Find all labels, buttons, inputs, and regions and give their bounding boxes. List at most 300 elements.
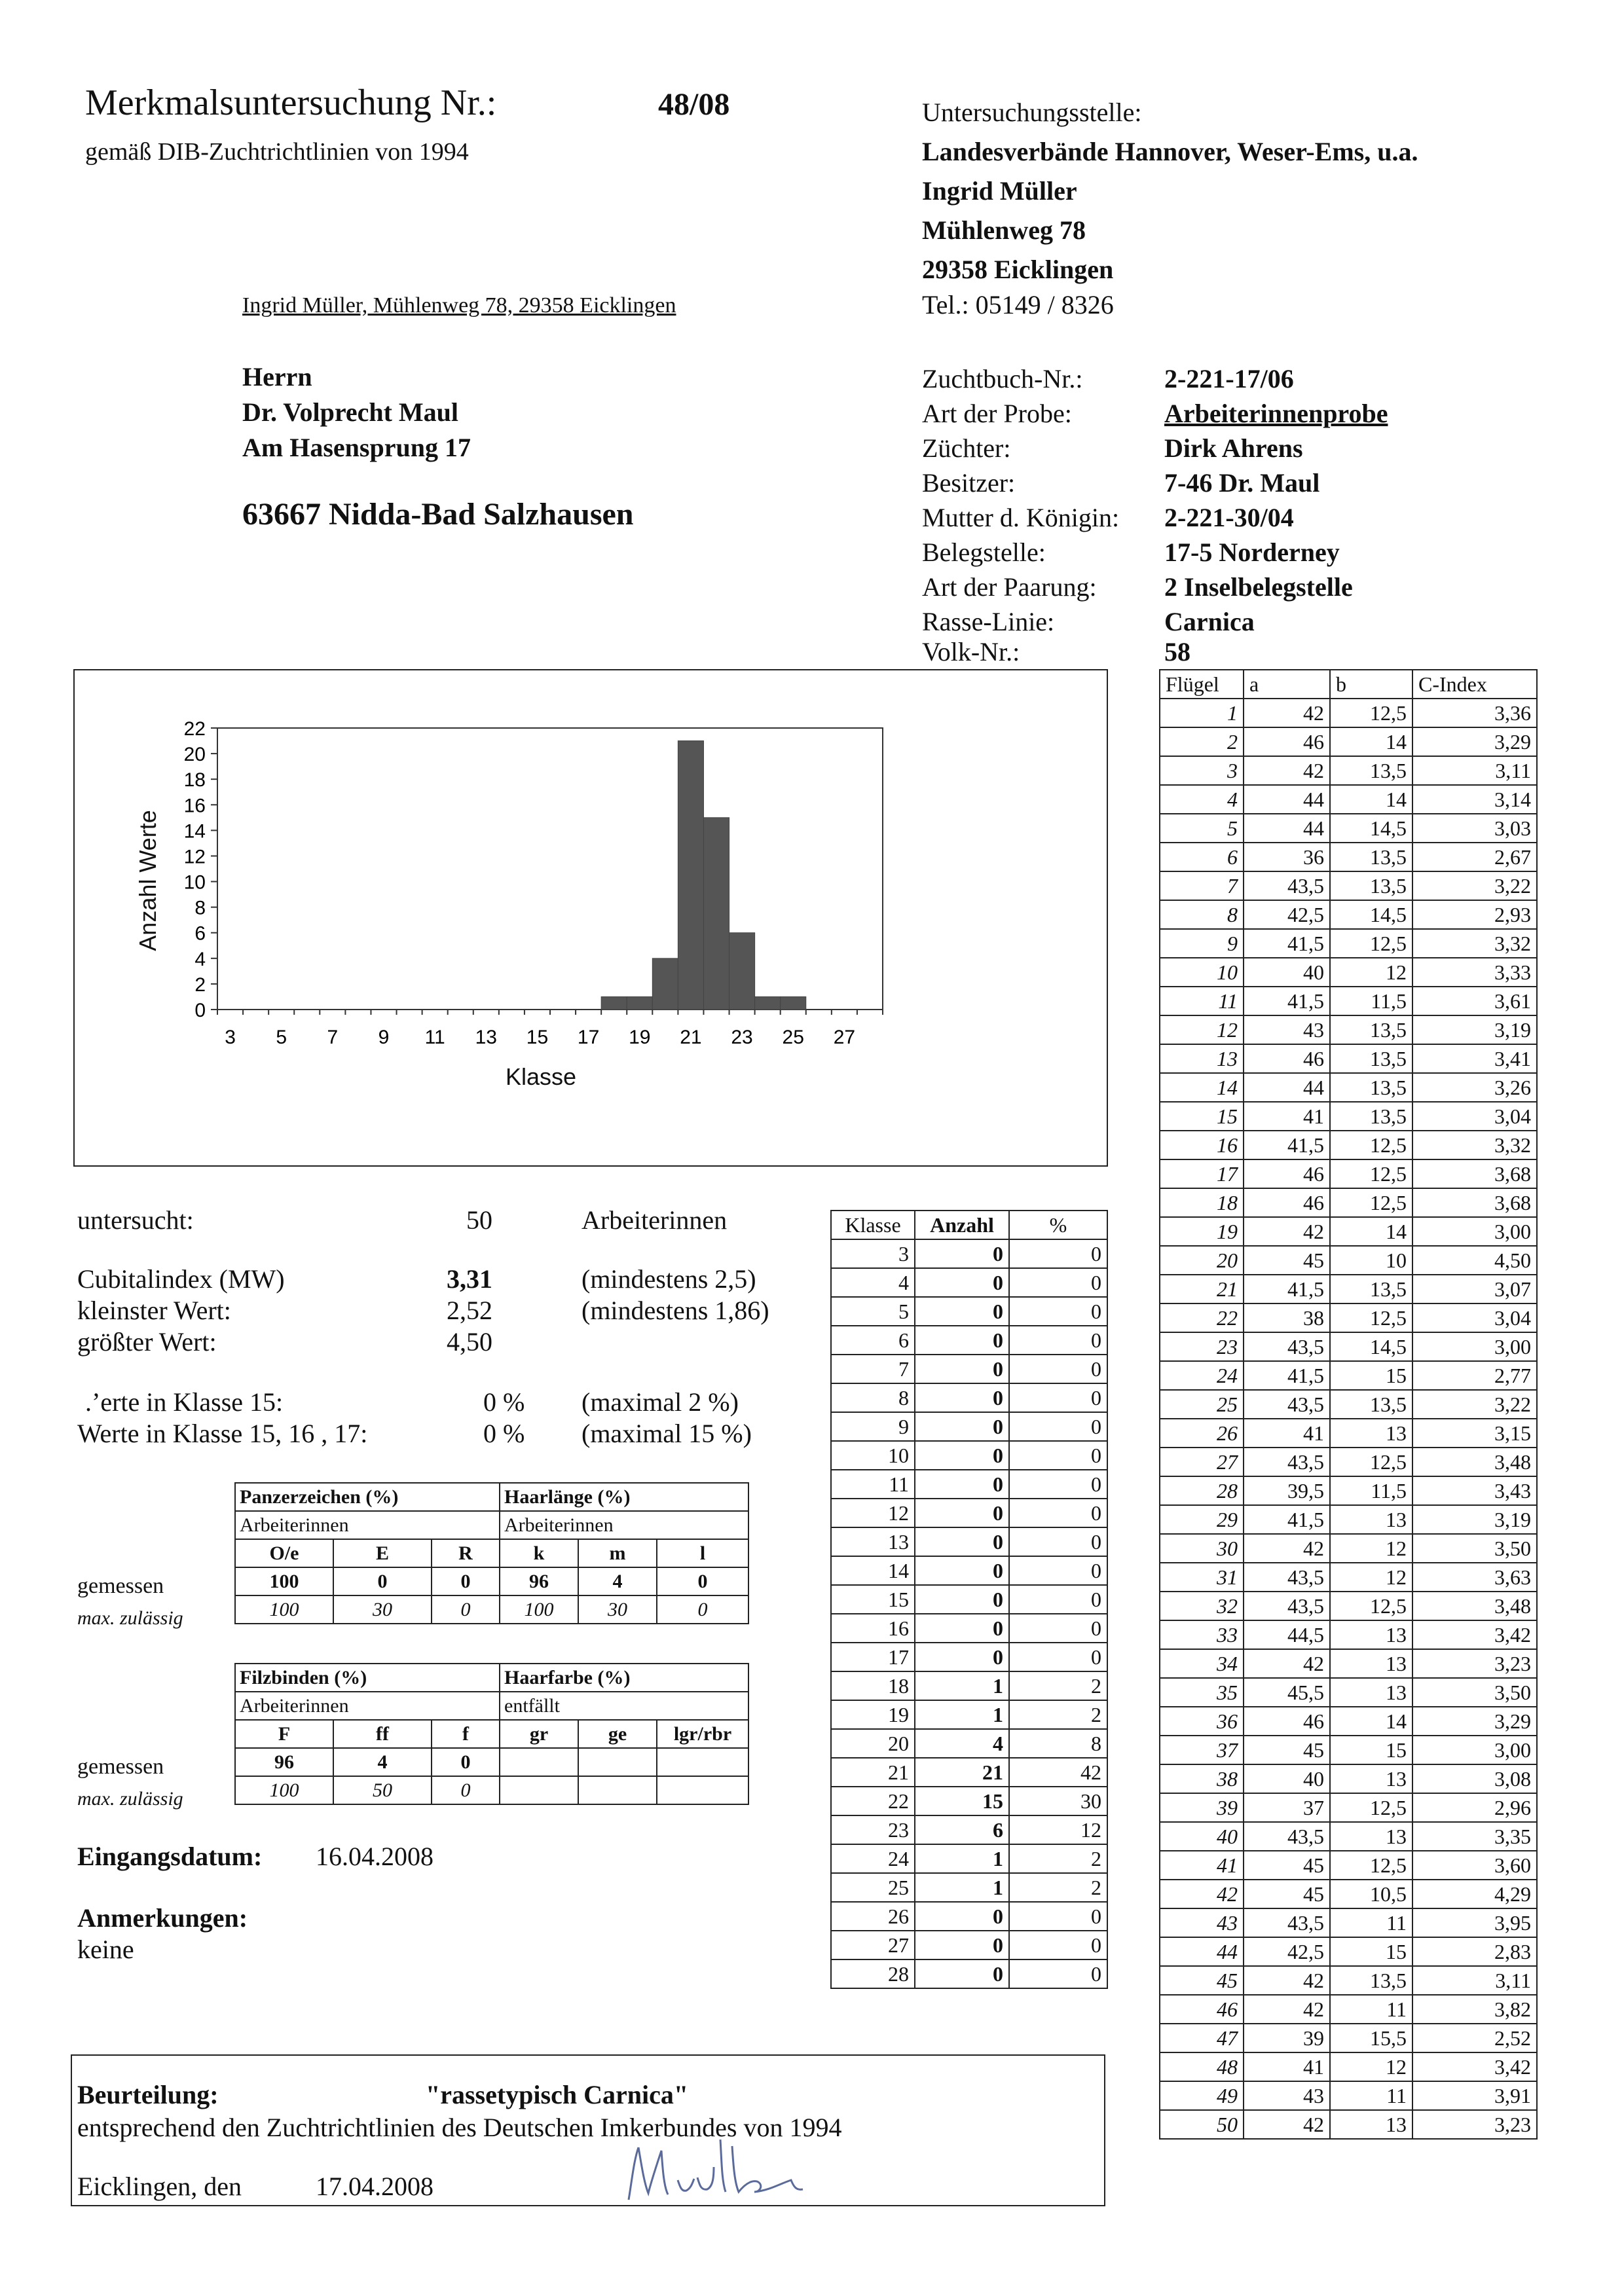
table-cell: 0 bbox=[1009, 1239, 1107, 1268]
table-cell: 3,95 bbox=[1412, 1908, 1537, 1937]
table-cell: 3,36 bbox=[1412, 699, 1537, 727]
table-cell: 0 bbox=[915, 1355, 1009, 1383]
table-row bbox=[1160, 1275, 1537, 1303]
table-cell: 2,77 bbox=[1412, 1361, 1537, 1390]
bar bbox=[678, 741, 703, 1010]
table-row bbox=[831, 1873, 1107, 1902]
col-header: Anzahl bbox=[915, 1211, 1009, 1239]
info-value: 2-221-30/04 bbox=[1164, 503, 1294, 532]
table-cell: 0 bbox=[915, 1643, 1009, 1671]
table-row bbox=[831, 1412, 1107, 1441]
recipient-name: Dr. Volprecht Maul bbox=[242, 397, 459, 427]
table-cell: 13 bbox=[1330, 1419, 1412, 1448]
table-cell: 6 bbox=[1160, 843, 1244, 871]
table-cell: 42 bbox=[1244, 1534, 1330, 1563]
table-cell: 0 bbox=[915, 1383, 1009, 1412]
table-row bbox=[1160, 1534, 1537, 1563]
table-cell: 3,11 bbox=[1412, 756, 1537, 785]
x-tick-label: 5 bbox=[276, 1027, 287, 1048]
table-cell: 0 bbox=[915, 1441, 1009, 1470]
table-cell: 18 bbox=[1160, 1188, 1244, 1217]
table-cell: 42 bbox=[1244, 699, 1330, 727]
table-row bbox=[1160, 1592, 1537, 1620]
table-row bbox=[831, 1700, 1107, 1729]
class15-value: 0 % bbox=[483, 1387, 525, 1417]
table-row bbox=[1160, 1505, 1537, 1534]
table-row bbox=[1160, 1131, 1537, 1159]
info-label: Volk-Nr.: bbox=[922, 637, 1020, 666]
table-cell: 13 bbox=[831, 1527, 915, 1556]
col-header: ff bbox=[333, 1720, 432, 1748]
info-label: Zuchtbuch-Nr.: bbox=[922, 364, 1083, 393]
table-cell: 3,32 bbox=[1412, 1131, 1537, 1159]
table-cell: 34 bbox=[1160, 1649, 1244, 1678]
class-table bbox=[830, 1210, 1108, 1989]
table-cell: 39,5 bbox=[1244, 1476, 1330, 1505]
table-cell: 3,07 bbox=[1412, 1275, 1537, 1303]
table-cell: 3,61 bbox=[1412, 987, 1537, 1015]
table-cell: 4 bbox=[1160, 785, 1244, 814]
cell bbox=[500, 1776, 578, 1804]
col-header: b bbox=[1330, 670, 1412, 699]
table-row bbox=[1160, 1736, 1537, 1764]
table-row bbox=[1160, 1649, 1537, 1678]
table-cell: 13,5 bbox=[1330, 843, 1412, 871]
cell: 96 bbox=[500, 1567, 578, 1595]
table-cell: 4,50 bbox=[1412, 1246, 1537, 1275]
y-tick-label: 20 bbox=[183, 744, 206, 766]
table-cell: 41,5 bbox=[1244, 987, 1330, 1015]
class1517-note: (maximal 15 %) bbox=[581, 1419, 752, 1448]
table-cell: 13,5 bbox=[1330, 756, 1412, 785]
station-label: Untersuchungsstelle: bbox=[922, 98, 1142, 127]
table-cell: 3,23 bbox=[1412, 2110, 1537, 2139]
table-row bbox=[1160, 1217, 1537, 1246]
table-row bbox=[831, 1787, 1107, 1815]
table-row bbox=[831, 1470, 1107, 1499]
table-cell: 24 bbox=[1160, 1361, 1244, 1390]
table-row bbox=[1160, 2081, 1537, 2110]
table-cell: 2 bbox=[1160, 727, 1244, 756]
table-cell: 3,43 bbox=[1412, 1476, 1537, 1505]
info-label: Art der Paarung: bbox=[922, 572, 1097, 602]
y-tick-label: 0 bbox=[194, 1000, 206, 1021]
col-header: C-Index bbox=[1412, 670, 1537, 699]
table-cell: 41 bbox=[1160, 1851, 1244, 1880]
col-header: gr bbox=[500, 1720, 578, 1748]
table-row bbox=[1160, 1246, 1537, 1275]
table-cell: 0 bbox=[915, 1470, 1009, 1499]
table-row bbox=[1160, 1563, 1537, 1592]
table-row bbox=[1160, 1966, 1537, 1995]
table-cell: 42 bbox=[1244, 2110, 1330, 2139]
x-tick-label: 3 bbox=[225, 1027, 236, 1048]
info-value: Carnica bbox=[1164, 607, 1255, 636]
x-tick-label: 19 bbox=[629, 1027, 651, 1048]
table-row bbox=[1160, 1793, 1537, 1822]
table-cell: 3 bbox=[831, 1239, 915, 1268]
table-cell: 0 bbox=[1009, 1470, 1107, 1499]
x-tick-label: 23 bbox=[731, 1027, 753, 1048]
table-cell: 0 bbox=[1009, 1412, 1107, 1441]
bar bbox=[627, 996, 652, 1010]
table-row bbox=[1160, 1188, 1537, 1217]
table-cell: 27 bbox=[1160, 1448, 1244, 1476]
table-cell: 12,5 bbox=[1330, 1303, 1412, 1332]
table-cell: 9 bbox=[1160, 929, 1244, 958]
bar bbox=[703, 818, 729, 1010]
table-cell: 0 bbox=[1009, 1441, 1107, 1470]
cell bbox=[578, 1748, 657, 1776]
y-tick-label: 22 bbox=[183, 718, 206, 740]
y-tick-label: 14 bbox=[183, 820, 206, 843]
table-cell: 0 bbox=[1009, 1959, 1107, 1988]
x-tick-label: 7 bbox=[327, 1027, 339, 1048]
verdict-date: 17.04.2008 bbox=[316, 2172, 434, 2201]
table-cell: 0 bbox=[1009, 1614, 1107, 1643]
table-cell: 11 bbox=[1330, 1995, 1412, 2024]
table-row bbox=[1160, 1073, 1537, 1102]
wing-table bbox=[1159, 669, 1538, 2140]
x-tick-label: 11 bbox=[424, 1027, 445, 1048]
table-cell: 3,04 bbox=[1412, 1102, 1537, 1131]
table-cell: 13,5 bbox=[1330, 1390, 1412, 1419]
table-cell: 44 bbox=[1160, 1937, 1244, 1966]
table-cell: 36 bbox=[1160, 1707, 1244, 1736]
table-cell: 43 bbox=[1244, 1015, 1330, 1044]
table-cell: 41,5 bbox=[1244, 1505, 1330, 1534]
table-cell: 24 bbox=[831, 1844, 915, 1873]
table-cell: 3,60 bbox=[1412, 1851, 1537, 1880]
table-cell: 13 bbox=[1330, 1822, 1412, 1851]
table-row bbox=[831, 1527, 1107, 1556]
table-cell: 41 bbox=[1244, 1419, 1330, 1448]
table-row bbox=[1160, 1764, 1537, 1793]
table-cell: 11 bbox=[1330, 1908, 1412, 1937]
table-cell: 2,93 bbox=[1412, 900, 1537, 929]
table-cell: 3,19 bbox=[1412, 1505, 1537, 1534]
table-cell: 8 bbox=[1160, 900, 1244, 929]
table-cell: 44 bbox=[1244, 814, 1330, 843]
table-cell: 0 bbox=[1009, 1931, 1107, 1959]
col-header: Flügel bbox=[1160, 670, 1244, 699]
table-cell: 13 bbox=[1330, 1505, 1412, 1534]
table-cell: 13 bbox=[1160, 1044, 1244, 1073]
table-cell: 2,83 bbox=[1412, 1937, 1537, 1966]
table-cell: 0 bbox=[915, 1585, 1009, 1614]
table-cell: 13,5 bbox=[1330, 1966, 1412, 1995]
table-cell: 21 bbox=[1160, 1275, 1244, 1303]
table-cell: 39 bbox=[1244, 2024, 1330, 2052]
panzer-title: Panzerzeichen (%) bbox=[235, 1483, 500, 1511]
table-row bbox=[831, 1383, 1107, 1412]
cell: 100 bbox=[500, 1595, 578, 1624]
table-cell: 26 bbox=[1160, 1419, 1244, 1448]
table-cell: 41,5 bbox=[1244, 929, 1330, 958]
table-cell: 13 bbox=[1330, 1620, 1412, 1649]
table-cell: 3,48 bbox=[1412, 1448, 1537, 1476]
filz-title: Filzbinden (%) bbox=[235, 1664, 500, 1692]
table-cell: 13,5 bbox=[1330, 1044, 1412, 1073]
table-cell: 42,5 bbox=[1244, 900, 1330, 929]
table-cell: 14 bbox=[1330, 785, 1412, 814]
info-value: 2-221-17/06 bbox=[1164, 364, 1294, 393]
table-cell: 3,48 bbox=[1412, 1592, 1537, 1620]
table-cell: 2 bbox=[1009, 1700, 1107, 1729]
table-cell: 14 bbox=[1330, 727, 1412, 756]
table-cell: 1 bbox=[915, 1671, 1009, 1700]
table-row bbox=[831, 1931, 1107, 1959]
panzer-sub: Arbeiterinnen bbox=[235, 1511, 500, 1539]
station-street: Mühlenweg 78 bbox=[922, 215, 1086, 245]
y-tick-label: 10 bbox=[183, 871, 206, 894]
table-cell: 40 bbox=[1244, 1764, 1330, 1793]
table-row bbox=[1160, 1015, 1537, 1044]
table-cell: 10 bbox=[1330, 1246, 1412, 1275]
table-cell: 3,68 bbox=[1412, 1159, 1537, 1188]
table-row bbox=[1160, 814, 1537, 843]
verdict-label: Beurteilung: bbox=[77, 2080, 219, 2109]
table-cell: 44 bbox=[1244, 785, 1330, 814]
table-cell: 15 bbox=[1330, 1361, 1412, 1390]
table-cell: 1 bbox=[915, 1700, 1009, 1729]
table-cell: 0 bbox=[1009, 1499, 1107, 1527]
table-cell: 41,5 bbox=[1244, 1131, 1330, 1159]
table-row bbox=[1160, 987, 1537, 1015]
table-cell: 3,32 bbox=[1412, 929, 1537, 958]
table-cell: 46 bbox=[1244, 1188, 1330, 1217]
table-cell: 3,35 bbox=[1412, 1822, 1537, 1851]
cell bbox=[657, 1776, 748, 1804]
cell: 4 bbox=[333, 1748, 432, 1776]
cell bbox=[657, 1748, 748, 1776]
histogram-chart bbox=[75, 670, 1107, 1165]
chart-frame bbox=[73, 669, 1108, 1167]
table-cell: 46 bbox=[1244, 1159, 1330, 1188]
table-cell: 13,5 bbox=[1330, 1015, 1412, 1044]
recipient-city: 63667 Nidda-Bad Salzhausen bbox=[242, 497, 634, 532]
table-cell: 0 bbox=[915, 1959, 1009, 1988]
table-cell: 13 bbox=[1330, 1764, 1412, 1793]
x-tick-label: 27 bbox=[833, 1027, 856, 1048]
table-cell: 2,52 bbox=[1412, 2024, 1537, 2052]
col-header: f bbox=[432, 1720, 500, 1748]
table-cell: 42 bbox=[1244, 1649, 1330, 1678]
chart-xlabel: Klasse bbox=[506, 1063, 577, 1090]
table-cell: 45 bbox=[1244, 1246, 1330, 1275]
table-cell: 21 bbox=[915, 1758, 1009, 1787]
y-tick-label: 18 bbox=[183, 769, 206, 792]
cell: 30 bbox=[333, 1595, 432, 1624]
table-cell: 43 bbox=[1244, 2081, 1330, 2110]
table-cell: 49 bbox=[1160, 2081, 1244, 2110]
table-row bbox=[1160, 929, 1537, 958]
table-row bbox=[1160, 1476, 1537, 1505]
cell: 100 bbox=[235, 1776, 333, 1804]
table-cell: 0 bbox=[915, 1239, 1009, 1268]
table-row bbox=[1160, 1851, 1537, 1880]
table-cell: 4,29 bbox=[1412, 1880, 1537, 1908]
table-cell: 17 bbox=[831, 1643, 915, 1671]
table-row bbox=[1160, 1937, 1537, 1966]
filz-haarfarbe-table bbox=[234, 1663, 749, 1805]
table-cell: 12 bbox=[831, 1499, 915, 1527]
table-row bbox=[1160, 843, 1537, 871]
cell: 100 bbox=[235, 1567, 333, 1595]
table-row bbox=[1160, 756, 1537, 785]
col-header: O/e bbox=[235, 1539, 333, 1567]
table-row bbox=[831, 1844, 1107, 1873]
table-cell: 35 bbox=[1160, 1678, 1244, 1707]
table-cell: 43,5 bbox=[1244, 1822, 1330, 1851]
table-row bbox=[1160, 1880, 1537, 1908]
table-cell: 0 bbox=[1009, 1643, 1107, 1671]
table-row bbox=[1160, 1390, 1537, 1419]
table-row bbox=[1160, 1159, 1537, 1188]
table-row bbox=[831, 1297, 1107, 1326]
table-cell: 12 bbox=[1009, 1815, 1107, 1844]
y-tick-label: 16 bbox=[183, 795, 206, 817]
table-cell: 6 bbox=[915, 1815, 1009, 1844]
table-cell: 7 bbox=[1160, 871, 1244, 900]
examined-unit: Arbeiterinnen bbox=[581, 1205, 728, 1235]
cell: 0 bbox=[657, 1567, 748, 1595]
table-cell: 41 bbox=[1244, 1102, 1330, 1131]
table-cell: 3,82 bbox=[1412, 1995, 1537, 2024]
table-cell: 48 bbox=[1160, 2052, 1244, 2081]
table-cell: 21 bbox=[831, 1758, 915, 1787]
bar bbox=[652, 958, 678, 1010]
table-row bbox=[1160, 1908, 1537, 1937]
table-cell: 16 bbox=[831, 1614, 915, 1643]
table-cell: 46 bbox=[1244, 1707, 1330, 1736]
table-row bbox=[1160, 785, 1537, 814]
cell: 0 bbox=[432, 1776, 500, 1804]
haarl-sub: Arbeiterinnen bbox=[500, 1511, 748, 1539]
table-cell: 3,15 bbox=[1412, 1419, 1537, 1448]
table-cell: 37 bbox=[1244, 1793, 1330, 1822]
table-cell: 3,68 bbox=[1412, 1188, 1537, 1217]
table-cell: 28 bbox=[831, 1959, 915, 1988]
table-cell: 0 bbox=[1009, 1355, 1107, 1383]
table-row bbox=[1160, 1678, 1537, 1707]
table-cell: 30 bbox=[1009, 1787, 1107, 1815]
table-cell: 0 bbox=[915, 1412, 1009, 1441]
table-row bbox=[831, 1355, 1107, 1383]
table-cell: 3,29 bbox=[1412, 727, 1537, 756]
table-cell: 12,5 bbox=[1330, 929, 1412, 958]
table-cell: 19 bbox=[1160, 1217, 1244, 1246]
table-cell: 3,29 bbox=[1412, 1707, 1537, 1736]
report-number: 48/08 bbox=[658, 87, 730, 122]
table-cell: 40 bbox=[1244, 958, 1330, 987]
cell: 50 bbox=[333, 1776, 432, 1804]
bar bbox=[601, 996, 627, 1010]
table-cell: 43,5 bbox=[1244, 871, 1330, 900]
table-cell: 14,5 bbox=[1330, 900, 1412, 929]
table-cell: 15 bbox=[831, 1585, 915, 1614]
table-cell: 3,41 bbox=[1412, 1044, 1537, 1073]
table-cell: 13 bbox=[1330, 1649, 1412, 1678]
table-cell: 45 bbox=[1244, 1736, 1330, 1764]
table-row bbox=[1160, 2110, 1537, 2139]
info-value: Arbeiterinnenprobe bbox=[1164, 399, 1388, 428]
table-cell: 42 bbox=[1244, 756, 1330, 785]
table-cell: 12 bbox=[1330, 2052, 1412, 2081]
sender-line: Ingrid Müller, Mühlenweg 78, 29358 Eicklingen bbox=[242, 293, 676, 318]
table-cell: 0 bbox=[915, 1268, 1009, 1297]
table-row bbox=[1160, 699, 1537, 727]
table-cell: 0 bbox=[1009, 1383, 1107, 1412]
table-cell: 44,5 bbox=[1244, 1620, 1330, 1649]
table-cell: 12,5 bbox=[1330, 1592, 1412, 1620]
table-cell: 14 bbox=[1330, 1217, 1412, 1246]
receipt-date-label: Eingangsdatum: bbox=[77, 1842, 263, 1871]
info-value: Dirk Ahrens bbox=[1164, 433, 1303, 463]
table-row bbox=[1160, 1361, 1537, 1390]
table-cell: 3,42 bbox=[1412, 1620, 1537, 1649]
bar bbox=[755, 996, 781, 1010]
table-row bbox=[1160, 871, 1537, 900]
table-cell: 20 bbox=[1160, 1246, 1244, 1275]
table-cell: 10 bbox=[831, 1441, 915, 1470]
table-row bbox=[831, 1499, 1107, 1527]
table-cell: 1 bbox=[915, 1873, 1009, 1902]
table-row bbox=[831, 1268, 1107, 1297]
x-tick-label: 15 bbox=[526, 1027, 549, 1048]
table-cell: 36 bbox=[1244, 843, 1330, 871]
table-cell: 2 bbox=[1009, 1873, 1107, 1902]
receipt-date-value: 16.04.2008 bbox=[316, 1842, 434, 1871]
table-row bbox=[1160, 1303, 1537, 1332]
table-row bbox=[1160, 1419, 1537, 1448]
subtitle: gemäß DIB-Zuchtrichtlinien von 1994 bbox=[85, 138, 469, 166]
table-cell: 28 bbox=[1160, 1476, 1244, 1505]
table-cell: 8 bbox=[831, 1383, 915, 1412]
table-cell: 42 bbox=[1244, 1995, 1330, 2024]
table-cell: 46 bbox=[1244, 727, 1330, 756]
table-cell: 23 bbox=[1160, 1332, 1244, 1361]
station-city: 29358 Eicklingen bbox=[922, 255, 1114, 284]
table-cell: 2,96 bbox=[1412, 1793, 1537, 1822]
table-row bbox=[1160, 1102, 1537, 1131]
table-row bbox=[831, 1585, 1107, 1614]
info-values bbox=[1164, 361, 1388, 665]
info-label: Besitzer: bbox=[922, 468, 1016, 498]
haarf-sub: entfällt bbox=[500, 1692, 748, 1720]
table-cell: 8 bbox=[1009, 1729, 1107, 1758]
table-cell: 42 bbox=[1244, 1217, 1330, 1246]
table-cell: 38 bbox=[1160, 1764, 1244, 1793]
verdict-text: entsprechend den Zuchtrichtlinien des Deutschen Imkerbundes von 1994 bbox=[77, 2113, 842, 2142]
verdict-value: "rassetypisch Carnica" bbox=[426, 2080, 689, 2109]
y-tick-label: 12 bbox=[183, 846, 206, 868]
table-cell: 3,14 bbox=[1412, 785, 1537, 814]
max-value: 4,50 bbox=[447, 1327, 492, 1357]
table-cell: 12 bbox=[1330, 1534, 1412, 1563]
table-cell: 10 bbox=[1160, 958, 1244, 987]
recipient-street: Am Hasensprung 17 bbox=[242, 433, 471, 462]
chart-ylabel: Anzahl Werte bbox=[134, 810, 161, 951]
table-cell: 37 bbox=[1160, 1736, 1244, 1764]
remarks-value: keine bbox=[77, 1935, 134, 1964]
table-cell: 3,03 bbox=[1412, 814, 1537, 843]
x-tick-label: 9 bbox=[378, 1027, 390, 1048]
table-row bbox=[1160, 1707, 1537, 1736]
table-cell: 11 bbox=[1160, 987, 1244, 1015]
class15-label: .’erte in Klasse 15: bbox=[85, 1387, 284, 1417]
table-cell: 15 bbox=[1330, 1937, 1412, 1966]
